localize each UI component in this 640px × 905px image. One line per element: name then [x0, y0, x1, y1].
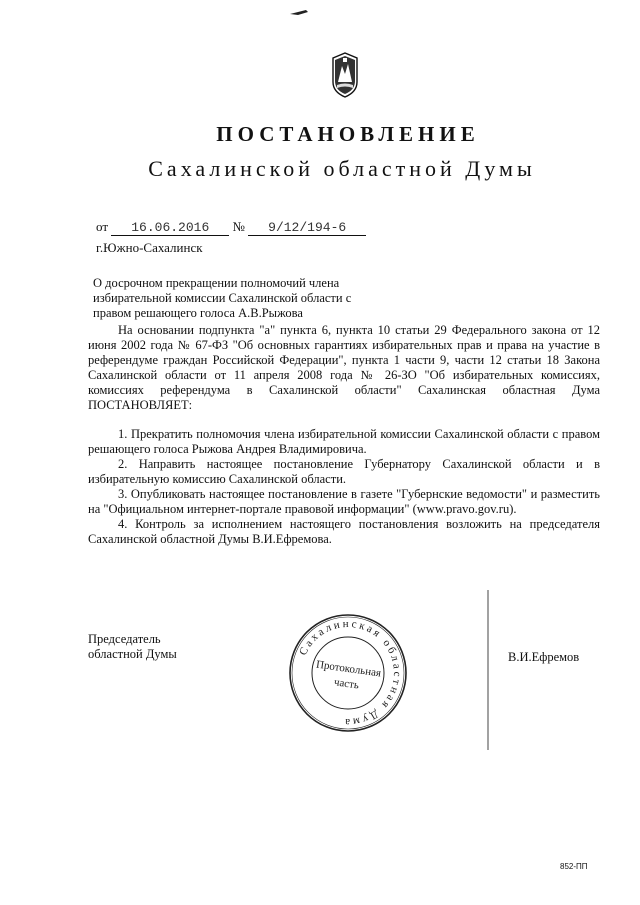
document-subject	[93, 276, 373, 321]
document-subtitle: Сахалинской областной Думы	[148, 156, 536, 181]
resolution-item: 2. Направить настоящее постановление Губернатору Сахалинской области и в избирательную комиссию Сахалинской области.	[88, 457, 600, 486]
document-meta-row	[96, 219, 366, 236]
stamp-ring-text: Сахалинская областная Дума	[297, 617, 404, 729]
document-date: 16.06.2016	[111, 221, 229, 236]
signer-role	[88, 632, 177, 662]
document-title: ПОСТАНОВЛЕНИЕ	[216, 122, 480, 146]
signer-name: В.И.Ефремов	[508, 650, 580, 664]
signature-mark	[487, 590, 489, 750]
subject-line: правом решающего голоса А.В.Рыжова	[93, 306, 303, 320]
document-city: г.Южно-Сахалинск	[96, 240, 203, 255]
date-label: от	[96, 219, 109, 234]
number-label: №	[232, 219, 245, 234]
coat-of-arms-icon	[330, 52, 360, 98]
preamble-paragraph: На основании подпункта "а" пункта 6, пункта 10 статьи 29 Федерального закона от 12 июня 2002 года № 67-ФЗ "Об основных гарантиях избирательных прав и права на участие в референдуме граждан Российской Федерации", пункта 1 части 9, части 12 статьи 18 Закона Сахалинской области от 11 апреля 2008 года № 26-ЗО "Об избирательных комиссиях, комиссиях референдума в Сахалинской области" Сахалинская областная Дума ПОСТАНОВЛЯЕТ:	[88, 323, 600, 412]
signer-role-line: Председатель	[88, 632, 161, 646]
subject-line: О досрочном прекращении полномочий члена	[93, 276, 340, 290]
resolution-item: 4. Контроль за исполнением настоящего постановления возложить на председателя Сахалинской областной Думы В.И.Ефремова.	[88, 517, 600, 546]
document-number: 9/12/194-6	[248, 221, 366, 236]
document-body	[88, 323, 600, 547]
official-stamp	[287, 612, 409, 734]
footer-code: 852-ПП	[560, 862, 588, 871]
resolution-item: 1. Прекратить полномочия члена избирательной комиссии Сахалинской области с правом решающего голоса Рыжова Андрея Владимировича.	[88, 427, 600, 456]
resolution-item: 3. Опубликовать настоящее постановление в газете "Губернские ведомости" и разместить на "Официальном интернет-портале правовой информации" (www.pravo.gov.ru).	[88, 487, 600, 516]
signer-role-line: областной Думы	[88, 647, 177, 661]
stamp-center-line: Протокольная	[315, 658, 382, 680]
scan-mark-icon	[288, 6, 310, 18]
subject-line: избирательной комиссии Сахалинской области с	[93, 291, 352, 305]
stamp-center-line: часть	[333, 676, 360, 692]
